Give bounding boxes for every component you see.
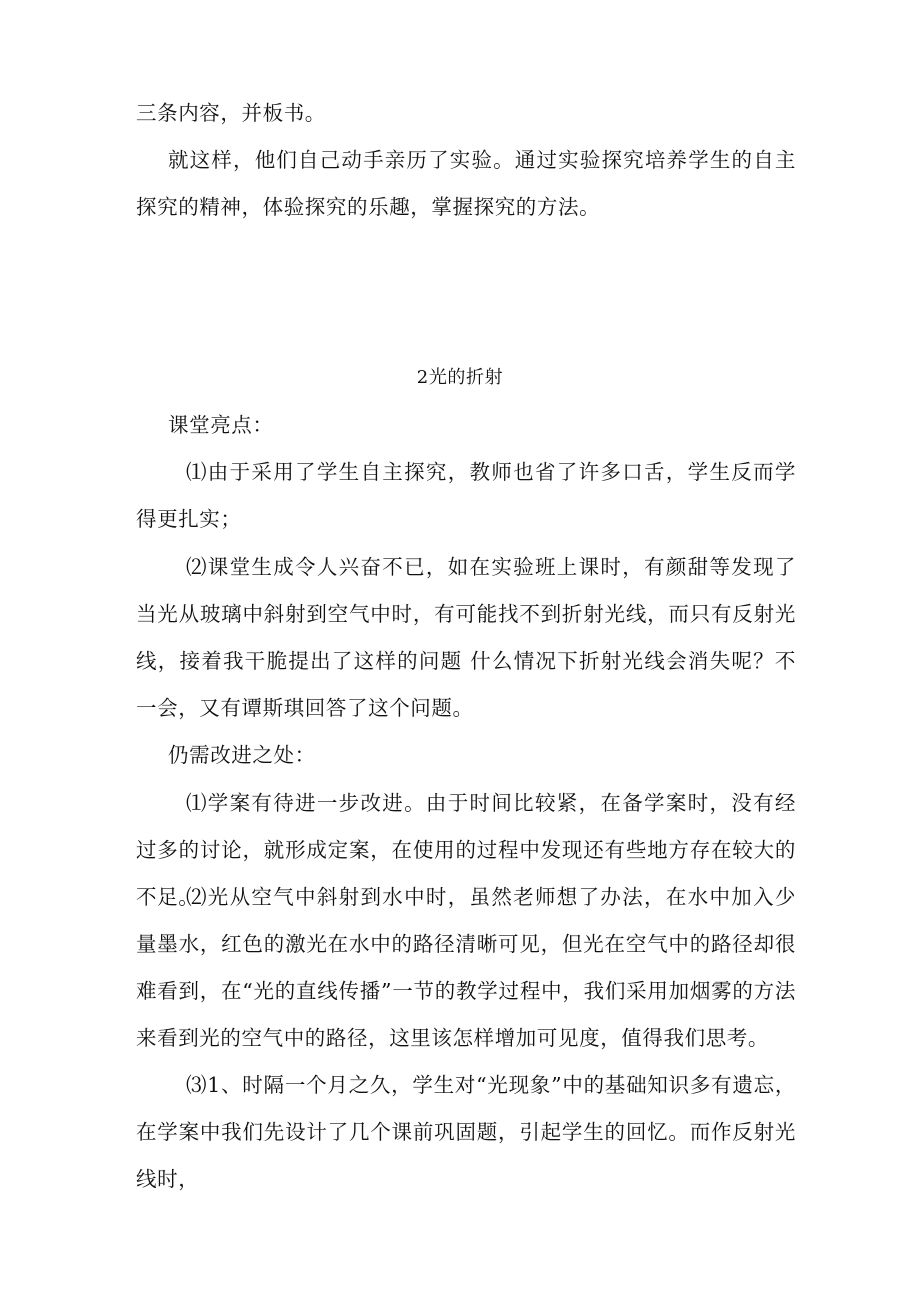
- section-heading: 2光的折射: [416, 367, 504, 388]
- paragraph-improvement-1: ⑴学案有待进一步改进。由于时间比较紧，在备学案时，没有经过多的讨论，就形成定案，在使用的过程中发现还有些地方存在较大的不足。: [136, 791, 796, 909]
- paragraph-continuation: 三条内容，并板书。: [136, 101, 326, 125]
- paragraph-summary: 就这样，他们自己动手亲历了实验。通过实验探究培养学生的自主探究的精神，体验探究的乐趣，掌握探究的方法。: [136, 148, 796, 219]
- paragraph-highlight-2: ⑵课堂生成令人兴奋不已，如在实验班上课时，有颜甜等发现了当光从玻璃中斜射到空气中时，有可能找不到折射光线，而只有反射光线，接着我干脆提出了这样的问题 什么情况下折射光线会消失呢？不一会，又有谭斯琪回答了这个问题。: [136, 555, 796, 720]
- paragraph-improvement-2: ⑵光从空气中斜射到水中时，虽然老师想了办法，在水中加入少量墨水，红色的激光在水中的路径清晰可见，但光在空气中的路径却很难看到，在“光的直线传播”一节的教学过程中，我们采用加烟雾的方法来看到光的空气中的路径，这里该怎样增加可见度，值得我们思考。: [136, 885, 796, 1050]
- subheading-improvements: 仍需改进之处：: [168, 743, 316, 767]
- subheading-highlights: 课堂亮点：: [168, 413, 274, 437]
- paragraph-highlight-1: ⑴由于采用了学生自主探究，教师也省了许多口舌，学生反而学得更扎实；: [136, 460, 796, 531]
- paragraph-improvement-3: ⑶1、时隔一个月之久，学生对“光现象”中的基础知识多有遗忘，在学案中我们先设计了几个课前巩固题，引起学生的回忆。而作反射光线时，: [136, 1073, 796, 1191]
